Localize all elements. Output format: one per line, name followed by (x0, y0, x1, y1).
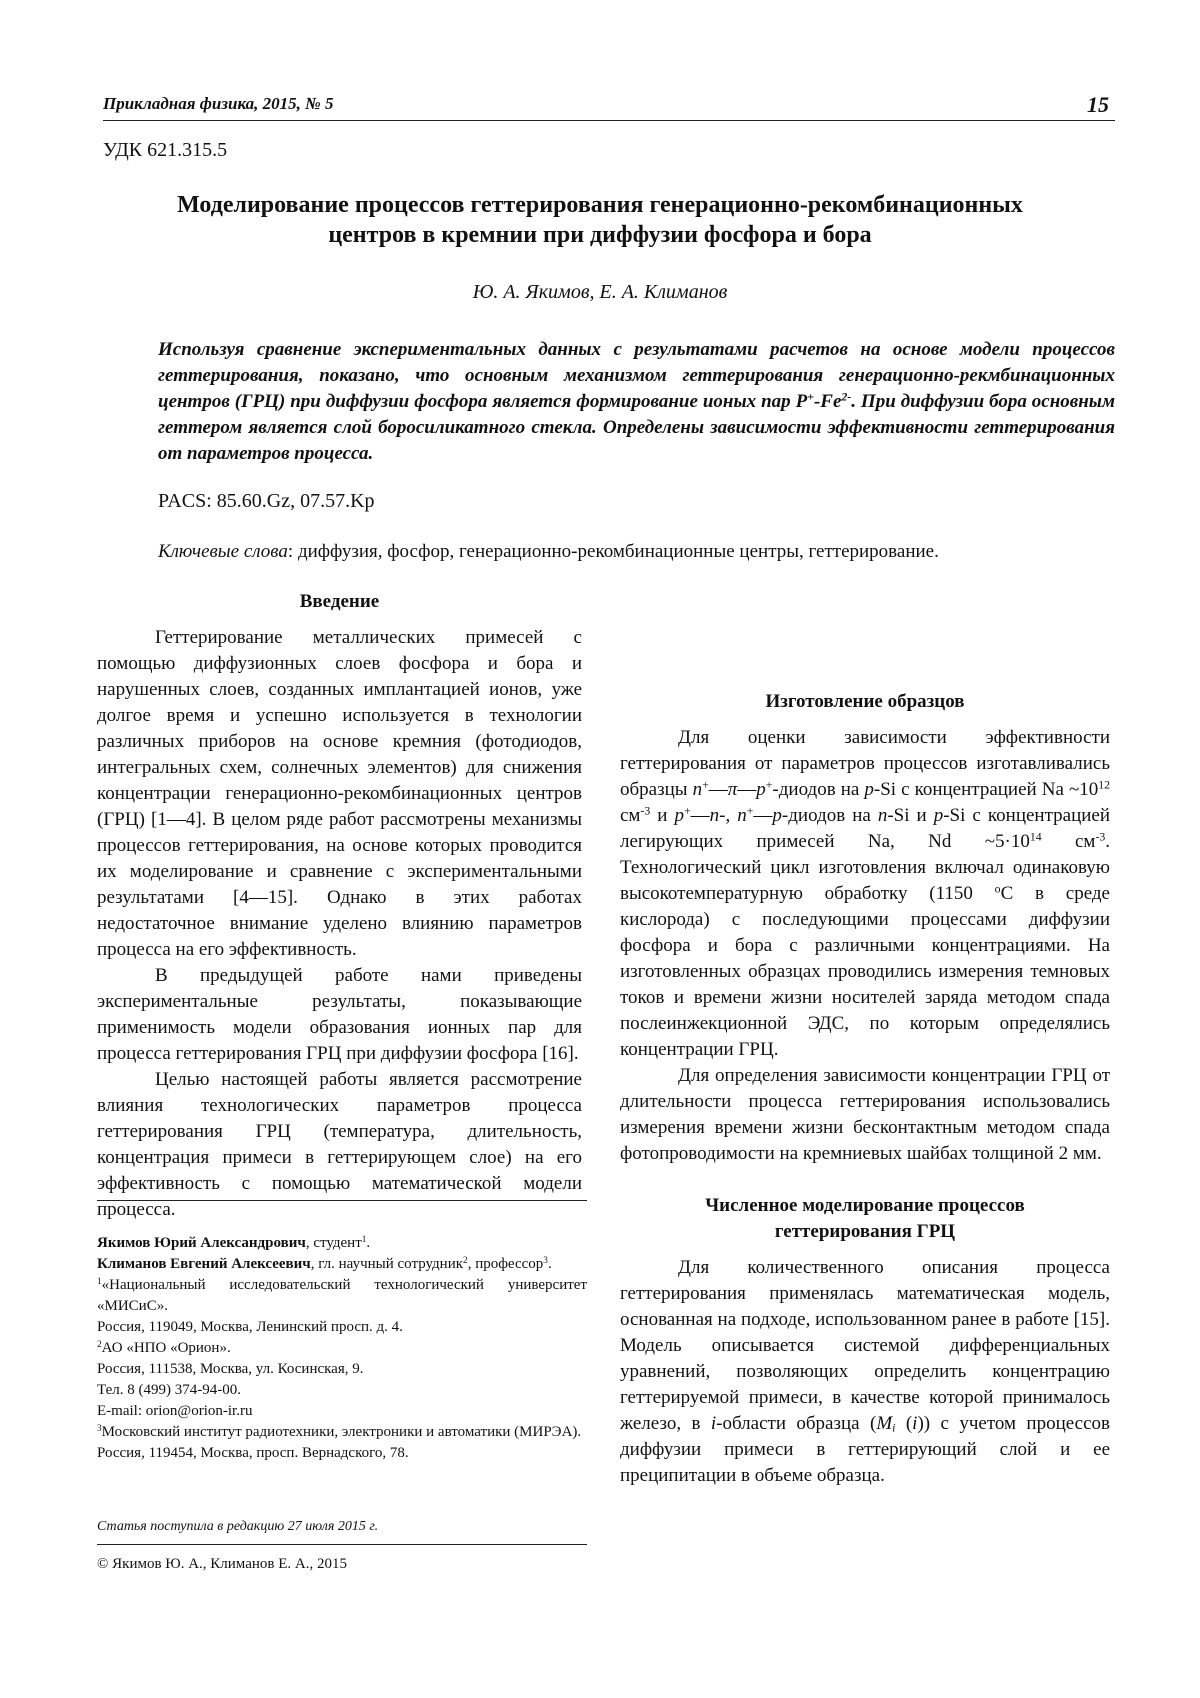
author-1-sup: 1 (361, 1234, 367, 1245)
page-number: 15 (1087, 92, 1109, 117)
org-1-name: «Национальный исследовательский технологический университет «МИСиС». (97, 1277, 587, 1314)
authors: Ю. А. Якимов, Е. А. Климанов (472, 281, 728, 303)
s-and: и (650, 805, 675, 826)
s-minus3-2: -3 (1095, 830, 1106, 844)
copyright-divider (97, 1544, 587, 1545)
title-line-2: центров в кремнии при диффузии фосфора и бора (328, 222, 872, 248)
s-text-g: -Si с концентрацией легирующих примесей Na, Nd ~5·10 (620, 805, 1111, 852)
author-2-name: Климанов Евгений Алексеевич (97, 1256, 311, 1272)
s-pi: π (727, 779, 738, 800)
s-dash-3: — (690, 805, 710, 826)
s-text-b: -диодов на (772, 779, 865, 800)
abstract-fe-sup: 2- (841, 390, 852, 404)
s-p-5: p (933, 805, 944, 826)
s-p: p (756, 779, 766, 800)
footnote-phone: Тел. 8 (499) 374-94-00. (97, 1382, 241, 1398)
abstract (158, 337, 1115, 467)
s-plus: + (702, 778, 709, 792)
s-n-3: n (737, 805, 747, 826)
s-p-2: p (864, 779, 874, 800)
footnote-org-3-address: Россия, 119454, Москва, просп. Вернадского, 78. (97, 1445, 409, 1461)
abstract-main: Используя сравнение экспериментальных данных с результатами расчетов на основе модели процессов геттерирования, показано, что основным механизмом геттерирования генерационно-рекмбинационных центров (ГРЦ) при диффузии фосфора является формирование ионых пар P (158, 339, 1115, 412)
s-dash-4: — (753, 805, 773, 826)
modeling-heading (620, 1193, 1110, 1245)
m-i-sub: i (892, 1421, 896, 1435)
s-dash-2: — (737, 779, 757, 800)
author-1-name: Якимов Юрий Александрович (97, 1235, 306, 1251)
udk-code: УДК 621.315.5 (103, 139, 228, 161)
s-text-e: -диодов на (781, 805, 878, 826)
footnote-org-3 (97, 1422, 587, 1443)
s-n-4: n (877, 805, 888, 826)
abstract-fe: -Fe (813, 391, 842, 412)
footnote-author-2: Климанов Евгений Алексеевич, гл. научный сотрудник$^2$, профессор$^3$. (97, 1255, 552, 1272)
s-plus-2: + (765, 778, 773, 792)
s-p-3: p (674, 805, 685, 826)
keywords-text: : диффузия, фосфор, генерационно-рекомбинационные центры, геттерирование. (287, 541, 939, 562)
s-text-f: -Si и (887, 805, 934, 826)
author-2-role: , гл. научный сотрудник (310, 1256, 464, 1272)
paper-title (90, 190, 1110, 250)
org-2-name: АО «НПО «Орион». (101, 1340, 231, 1356)
footnote-author-1: Якимов Юрий Александрович, студент$^1$. (97, 1234, 371, 1251)
author-1-role: , студент (305, 1235, 362, 1251)
footnote-divider (97, 1200, 587, 1201)
author-2-sup: 2 (463, 1255, 468, 1266)
m-M: M (876, 1413, 893, 1434)
s-deg: o (994, 882, 1001, 896)
intro-paragraph-3: Целью настоящей работы является рассмотрение влияния технологических параметров процесса геттерирования ГРЦ (температура, длительность, концентрация примеси в геттерирующем слое) на его эффективность с помощью математической модели процесса. (97, 1069, 582, 1220)
footnote-org-1-address: Россия, 119049, Москва, Ленинский просп. д. 4. (97, 1319, 403, 1335)
org-2-sup: 2 (97, 1339, 102, 1350)
s-exp12: 12 (1098, 778, 1110, 792)
m-text-d: )) с учетом процессов диффузии примеси в геттерирующий слой и ее преципитации в объеме образца. (620, 1413, 1111, 1486)
pacs-codes: PACS: 85.60.Gz, 07.57.Kp (158, 490, 375, 512)
received-date: Статья поступила в редакцию 27 июля 2015 г. (97, 1519, 379, 1534)
s-n: n (692, 779, 703, 800)
footnote-org-2 (97, 1338, 587, 1359)
left-column (97, 589, 582, 1223)
author-2-sup-2: 3 (543, 1255, 548, 1266)
samples-paragraph-2: Для определения зависимости концентрации ГРЦ от длительности процесса геттерирования использовались измерения времени жизни бесконтактным методом спада фотопроводимости на кремниевых шайбах толщиной 2 мм. (620, 1065, 1110, 1164)
s-n-2: n (709, 805, 720, 826)
modeling-heading-line-2: геттерирования ГРЦ (774, 1221, 956, 1242)
author-2-role-2: , профессор (467, 1256, 544, 1272)
title-line-1: Моделирование процессов геттерирования генерационно-рекомбинационных (177, 192, 1023, 218)
author-footnotes (97, 1233, 587, 1464)
m-text-a: Для количественного описания процесса геттерирования применялась математическая модель, основанная на подходе, использованном ранее в работе [15]. Модель описывается системой дифференциальных уравнений, позволяющих определить концентрацию геттерируемой примеси, в качестве которой принималось железо, в (620, 1257, 1110, 1434)
footnote-email: E-mail: orion@orion-ir.ru (97, 1403, 253, 1419)
s-plus-3: + (684, 804, 691, 818)
s-text-c: -Si с концентрацией Na ~10 (873, 779, 1099, 800)
abstract-rest: . При диффузии бора основным геттером является слой боросиликатного стекла. Определены зависимости эффективности геттерирования от параметров процесса. (158, 391, 1116, 464)
org-3-sup: 3 (97, 1423, 102, 1434)
running-head (103, 92, 1115, 121)
s-text-i: С в среде кислорода) с последующими процессами диффузии фосфора и бора с различными концентрациями. На изготовленных образцах проводились измерения темновых токов и времени жизни носителей заряда методом спада послеинжекционной ЭДС, по которым определялись концентрации ГРЦ. (620, 883, 1110, 1060)
intro-heading: Введение (299, 591, 380, 612)
s-plus-4: + (746, 804, 754, 818)
journal-name: Прикладная физика, 2015, № 5 (103, 94, 334, 113)
footnote-org-2-address: Россия, 111538, Москва, ул. Косинская, 9. (97, 1361, 364, 1377)
org-3-name: Московский институт радиотехники, электроники и автоматики (МИРЭА). (101, 1424, 582, 1440)
keywords (158, 541, 1118, 563)
s-minus3: -3 (640, 804, 651, 818)
footnote-org-1 (97, 1275, 587, 1317)
m-i: i (710, 1413, 717, 1434)
s-text-d: -, (719, 805, 738, 826)
intro-paragraph-2: В предыдущей работе нами приведены экспериментальные результаты, показывающие применимость модели образования ионных пар для процесса геттерирования ГРЦ при диффузии фосфора [16]. (97, 965, 582, 1064)
abstract-p-sup: + (807, 390, 814, 404)
m-text-b: -области образца ( (716, 1413, 877, 1434)
copyright: © Якимов Ю. А., Климанов Е. А., 2015 (97, 1556, 347, 1572)
s-dash: — (708, 779, 728, 800)
intro-paragraph-1: Геттерирование металлических примесей с помощью диффузионных слоев фосфора и бора и нарушенных слоев, созданных имплантацией ионов, уже долгое время и успешно используется в технологии различных приборов на основе кремния (фотодиодов, интегральных схем, солнечных элементов) для снижения концентрации генерационно-рекомбинационных центров (ГРЦ) [1—4]. В целом ряде работ рассмотрены механизмы процессов геттерирования, на основе которых проводится их моделирование и сравнение с экспериментальными результатами [4—15]. Однако в этих работах недостаточное внимание уделено влиянию параметров процесса на его эффективность. (97, 627, 582, 960)
s-cm: см (620, 805, 641, 826)
keywords-label: Ключевые слова (158, 541, 288, 562)
s-cm-2: см (1041, 831, 1096, 852)
org-1-sup: 1 (97, 1276, 102, 1287)
s-text-a: Для оценки зависимости эффективности геттерирования от параметров процессов изготавливались образцы (620, 727, 1110, 800)
s-text-h: . Технологический цикл изготовления включал одинаковую высокотемпературную обработку (1150 (620, 831, 1110, 904)
s-p-4: p (772, 805, 782, 826)
m-text-c: ( (895, 1413, 913, 1434)
modeling-heading-line-1: Численное моделирование процессов (705, 1195, 1025, 1216)
m-i-2: i (912, 1413, 918, 1434)
s-exp14: 14 (1029, 830, 1042, 844)
right-column (620, 589, 1110, 1489)
samples-paragraph-1 (620, 725, 1110, 1063)
samples-heading: Изготовление образцов (765, 691, 965, 712)
modeling-paragraph-1 (620, 1255, 1110, 1489)
